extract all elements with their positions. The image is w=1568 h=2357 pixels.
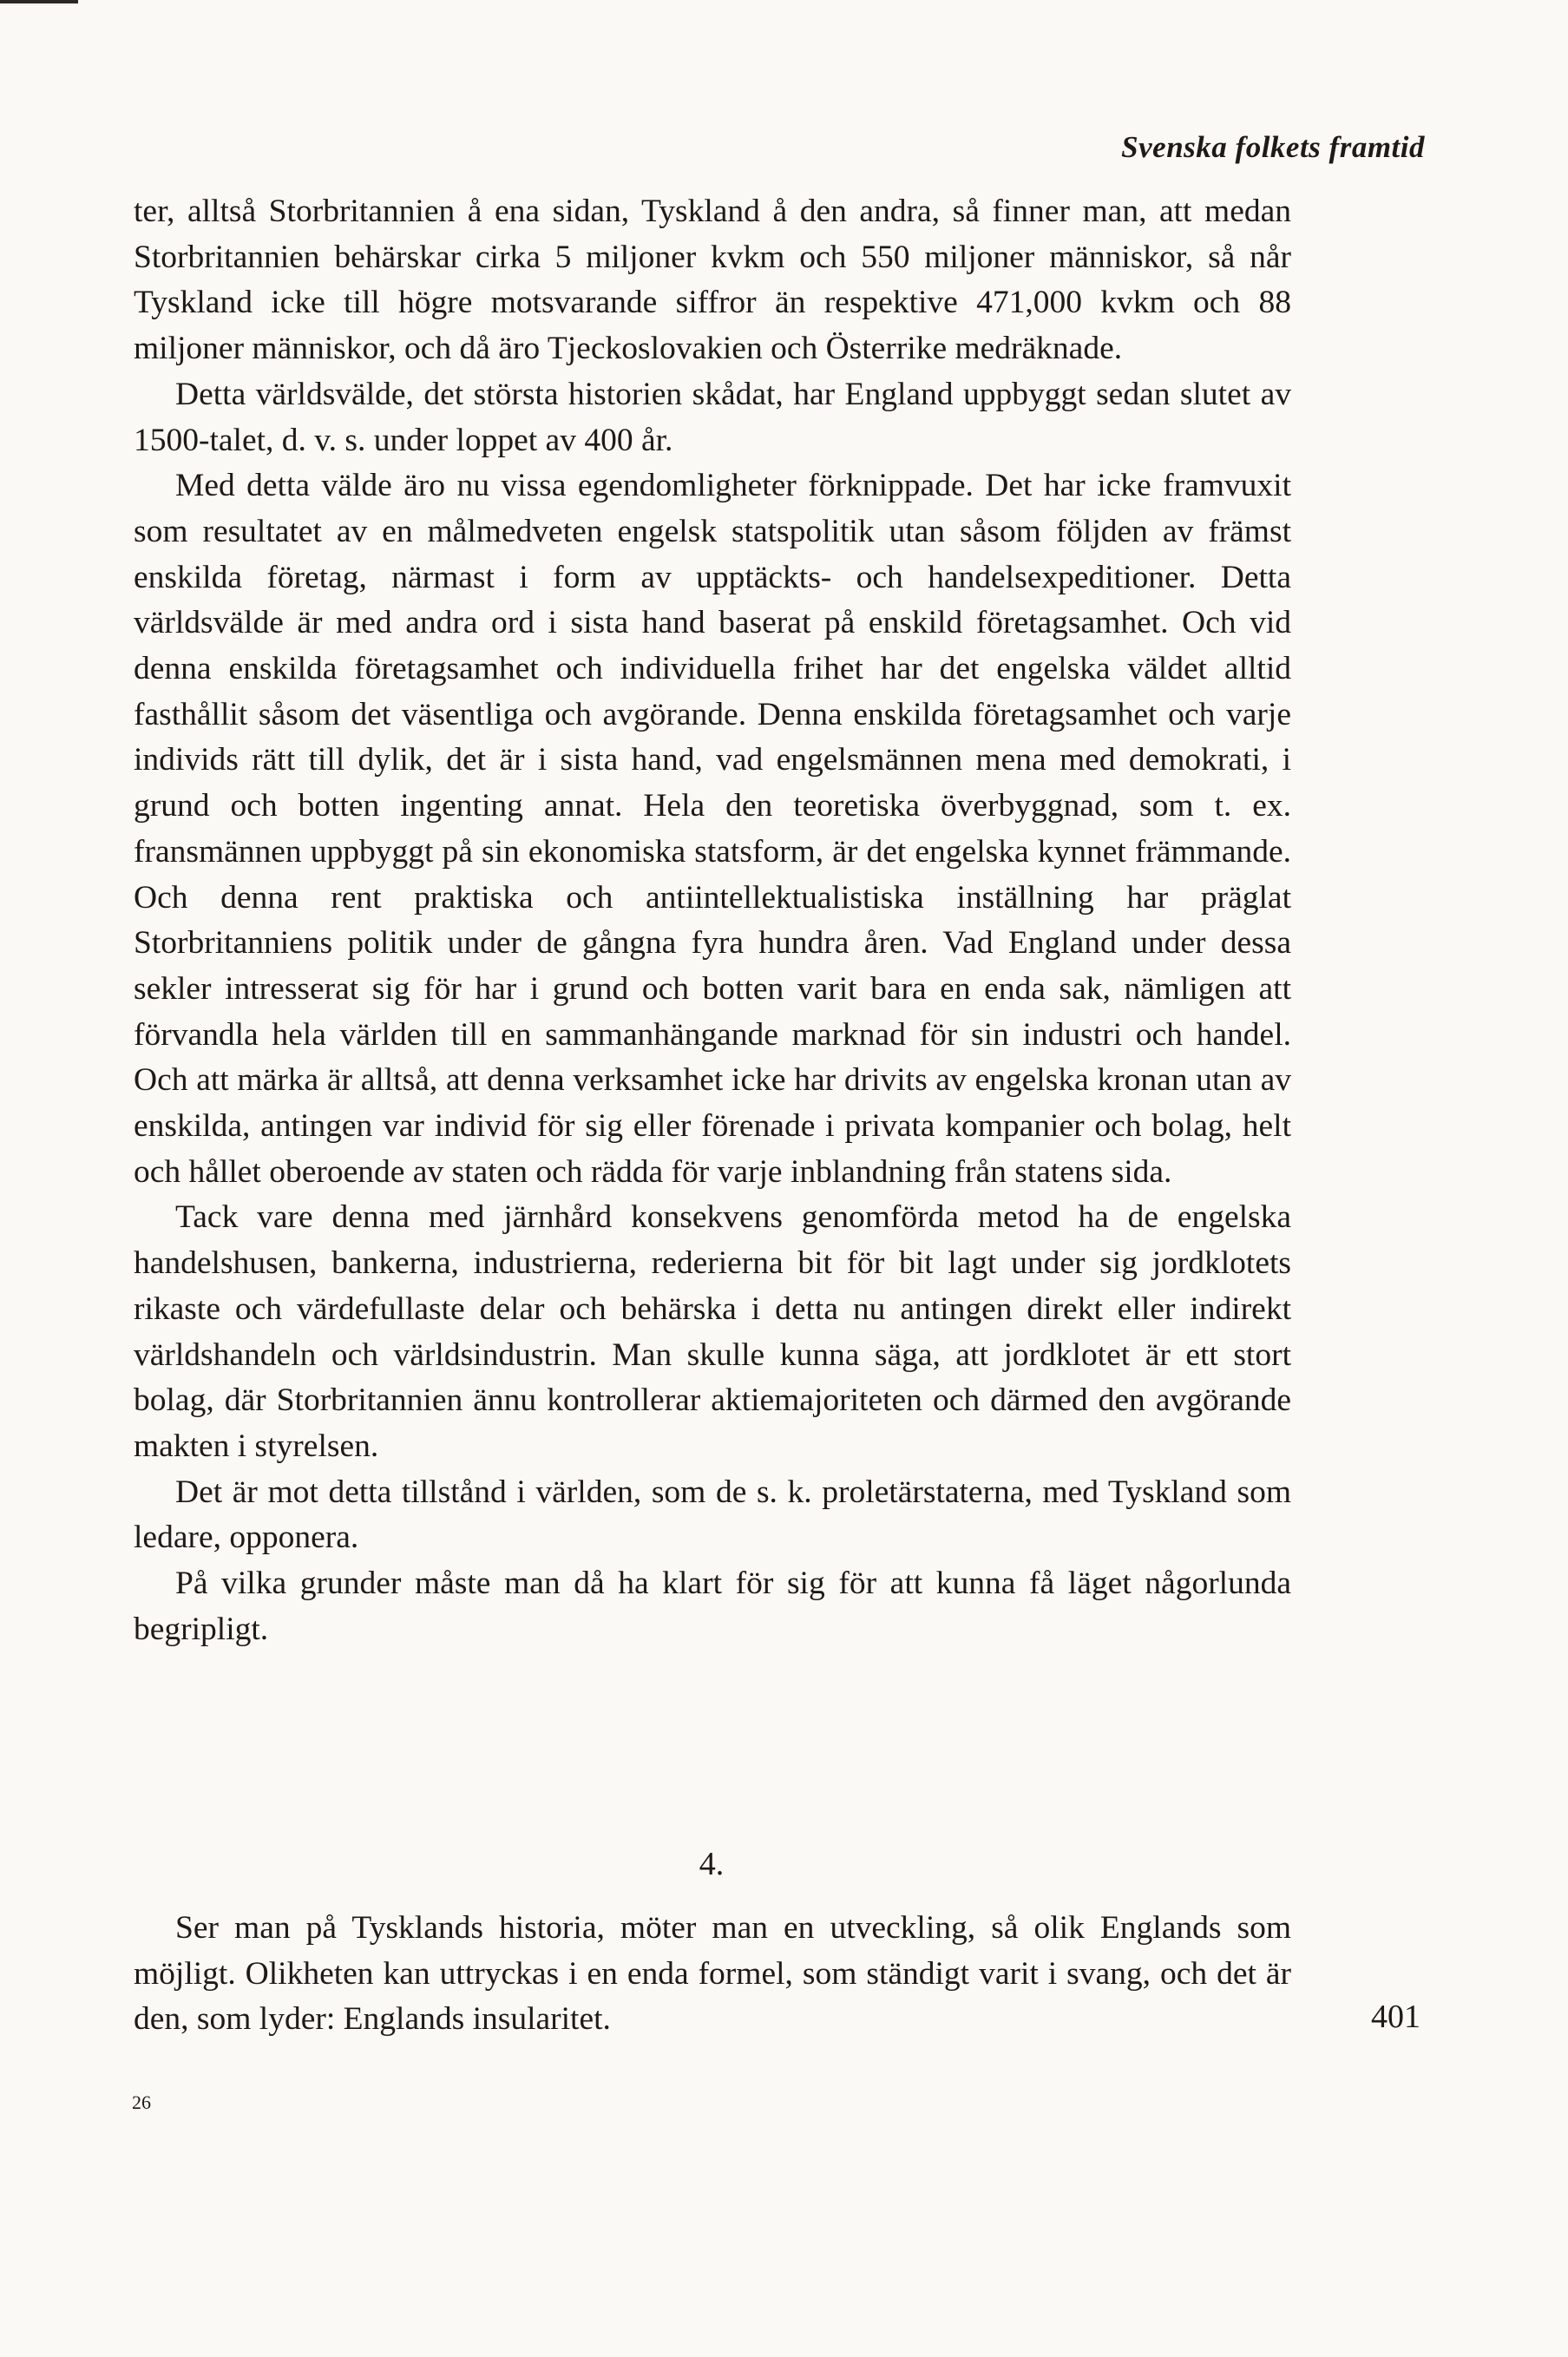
paragraph-1: ter, alltså Storbritannien å ena sidan, Tyskland å den andra, så finner man, att medan Storbritannien behärskar cirka 5 miljoner kvkm och 550 miljoner människor, så når Tyskland icke till högre motsvarande siffror än respektive 471,000 kvkm och 88 miljoner människor, och då äro Tjeckoslovakien och Österrike medräknade.	[134, 194, 1291, 367]
paragraph-6: På vilka grunder måste man då ha klart för sig för att kunna få läget någorlunda begripligt.	[134, 1566, 1291, 1647]
page-number: 401	[1371, 1999, 1420, 2035]
paragraph-4: Tack vare denna med järnhård konsekvens genomförda metod ha de engelska handelshusen, bankerna, industrierna, rederierna bit för bit lagt under sig jordklotets rikaste och värdefullaste delar och behärska i detta nu antingen direkt eller indirekt världshandeln och världsindustrin. Man skulle kunna säga, att jordklotet är ett stort bolag, där Storbritannien ännu kontrollerar aktiemajoriteten och därmed den avgörande makten i styrelsen.	[134, 1199, 1291, 1464]
signature-mark: 26	[132, 2091, 151, 2113]
section-paragraph-1: Ser man på Tysklands historia, möter man en utveckling, så olik Englands som möjligt. Olikheten kan uttryckas i en enda formel, som ständigt varit i svang, och det är den, som lyder: Englands insularitet.	[134, 1910, 1291, 2038]
section-text	[134, 1906, 1291, 2043]
paragraph-5: Det är mot detta tillstånd i världen, som de s. k. proletärstaterna, med Tyskland som ledare, opponera.	[134, 1474, 1291, 1556]
section-number: 4.	[699, 1846, 725, 1882]
running-header: Svenska folkets framtid	[1121, 130, 1425, 164]
scan-edge	[0, 0, 78, 3]
paragraph-2: Detta världsvälde, det största historien skådat, har England uppbyggt sedan slutet av 1500-talet, d. v. s. under loppet av 400 år.	[134, 376, 1291, 458]
body-text	[134, 189, 1291, 1653]
paragraph-3: Med detta välde äro nu vissa egendomligheter förknippade. Det har icke framvuxit som resultatet av en målmedveten engelsk statspolitik utan såsom följden av främst enskilda företag, närmast i form av upptäckts- och handelsexpeditioner. Detta världsvälde är med andra ord i sista hand baserat på enskild företagsamhet. Och vid denna enskilda företagsamhet och individuella frihet har det engelska väldet alltid fasthållit såsom det väsentliga och avgörande. Denna enskilda företagsamhet och varje individs rätt till dylik, det är i sista hand, vad engelsmännen mena med demokrati, i grund och botten ingenting annat. Hela den teoretiska överbyggnad, som t. ex. fransmännen uppbyggt på sin ekonomiska statsform, är det engelska kynnet främmande. Och denna rent praktiska och antiintellektualistiska inställning har präglat Storbritanniens politik under de gångna fyra hundra åren. Vad England under dessa sekler intresserat sig för har i grund och botten varit bara en enda sak, nämligen att förvandla hela världen till en sammanhängande marknad för sin industri och handel. Och att märka är alltså, att denna verksamhet icke har drivits av engelska kronan utan av enskilda, antingen var individ för sig eller förenade i privata kompanier och bolag, helt och hållet oberoende av staten och rädda för varje inblandning från statens sida.	[134, 468, 1291, 1190]
